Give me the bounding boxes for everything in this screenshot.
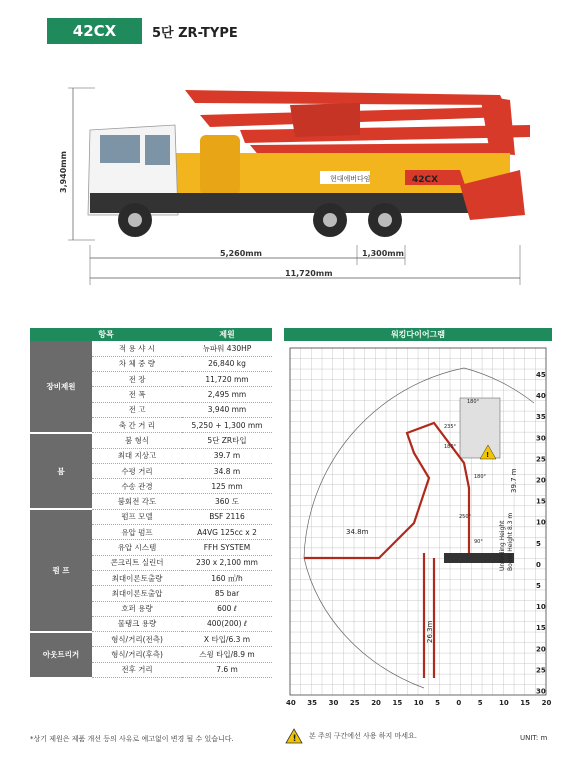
category-pump: 펌 프 bbox=[30, 509, 92, 631]
forbidden-zone bbox=[460, 398, 500, 458]
spec-value: 11,720 mm bbox=[182, 372, 272, 387]
y-tick-label: 10 bbox=[536, 603, 546, 612]
x-tick-label: 25 bbox=[349, 699, 360, 707]
spec-label: 축 간 거 리 bbox=[92, 417, 182, 432]
spec-label: 수송 관경 bbox=[92, 479, 182, 494]
x-tick-label: 20 bbox=[371, 699, 381, 707]
x-tick-label: 30 bbox=[328, 699, 339, 707]
spec-label: 전 고 bbox=[92, 402, 182, 417]
y-tick-label: 5 bbox=[536, 539, 541, 548]
spec-label: 형식/거리(후측) bbox=[92, 647, 182, 662]
spec-label: 형식/거리(전측) bbox=[92, 632, 182, 647]
spec-value: 39.7 m bbox=[182, 448, 272, 463]
spec-value: 160 ㎥/h bbox=[182, 570, 272, 585]
boom-height-label: Boom Height 8.3 m bbox=[507, 512, 514, 571]
svg-text:!: ! bbox=[486, 451, 490, 459]
total-length-label: 11,720mm bbox=[285, 269, 333, 278]
horizontal-label: 34.8m bbox=[346, 528, 369, 536]
spec-value: 230 x 2,100 mm bbox=[182, 555, 272, 570]
warning-text: 본 주의 구간에선 사용 하지 마세요. bbox=[309, 732, 418, 740]
x-tick-label: 0 bbox=[456, 699, 462, 707]
spec-label: 적 용 샤 시 bbox=[92, 341, 182, 356]
svg-text:!: ! bbox=[292, 734, 297, 744]
category-equipment: 장비제원 bbox=[30, 341, 92, 433]
truck-height-label: 3,940mm bbox=[59, 151, 68, 193]
body-label: 42CX bbox=[412, 175, 439, 185]
spec-value: 34.8 m bbox=[182, 463, 272, 478]
spec-label: 수평 거리 bbox=[92, 463, 182, 478]
spec-label: 최대 지상고 bbox=[92, 448, 182, 463]
unit-label: UNIT: m bbox=[520, 734, 548, 742]
model-badge: 42CX bbox=[47, 18, 142, 44]
y-tick-label: 10 bbox=[536, 518, 546, 527]
x-tick-label: 40 bbox=[286, 699, 296, 707]
wheelbase-front-label: 5,260mm bbox=[220, 249, 262, 258]
table-row bbox=[30, 509, 272, 524]
spec-value: 5단 ZR타입 bbox=[182, 433, 272, 448]
spec-value: 3,940 mm bbox=[182, 402, 272, 417]
x-tick-label: 15 bbox=[392, 699, 403, 707]
spec-value: 400(200) ℓ bbox=[182, 616, 272, 631]
x-tick-label: 10 bbox=[499, 699, 509, 707]
x-tick-label: 15 bbox=[520, 699, 531, 707]
spec-value: 125 mm bbox=[182, 479, 272, 494]
y-tick-label: 20 bbox=[536, 645, 546, 654]
brand-label: 현대에버다임 bbox=[330, 175, 371, 183]
spec-value: 7.6 m bbox=[182, 662, 272, 677]
spec-label: 전 장 bbox=[92, 372, 182, 387]
category-boom: 붐 bbox=[30, 433, 92, 509]
spec-label: 최대이론토출압 bbox=[92, 586, 182, 601]
x-tick-label: 10 bbox=[413, 699, 424, 707]
spec-label: 전후 거리 bbox=[92, 662, 182, 677]
y-tick-label: 30 bbox=[536, 687, 546, 696]
y-tick-label: 40 bbox=[536, 392, 546, 401]
spec-value: 뉴파워 430HP bbox=[182, 341, 272, 356]
y-tick-label: 35 bbox=[536, 413, 546, 422]
spec-label: 콘크리트 실린더 bbox=[92, 555, 182, 570]
angle-label: 180° bbox=[467, 399, 480, 405]
spec-label: 호퍼 용량 bbox=[92, 601, 182, 616]
y-tick-label: 30 bbox=[536, 434, 546, 443]
diagram-title: 워킹다이어그램 bbox=[284, 328, 552, 341]
angle-label: 250° bbox=[459, 514, 472, 520]
spec-value: X 타입/6.3 m bbox=[182, 632, 272, 647]
angle-label: 180° bbox=[474, 474, 487, 480]
warning-icon bbox=[285, 728, 303, 744]
spec-label: 차 체 중 량 bbox=[92, 356, 182, 371]
y-tick-label: 15 bbox=[536, 624, 546, 633]
spec-label: 최대이론토출량 bbox=[92, 570, 182, 585]
vertical-label: 39.7 m bbox=[510, 468, 518, 493]
y-tick-label: 0 bbox=[536, 560, 541, 569]
spec-value: 360 도 bbox=[182, 494, 272, 509]
table-row bbox=[30, 341, 272, 356]
table-row bbox=[30, 632, 272, 647]
spec-value: BSF 2116 bbox=[182, 509, 272, 524]
y-tick-label: 45 bbox=[536, 371, 546, 379]
model-type: 5단 ZR-TYPE bbox=[152, 26, 238, 41]
y-axis-ticks bbox=[536, 371, 546, 696]
spec-header-value: 제원 bbox=[182, 328, 272, 341]
footnote: *상기 제원은 제품 개선 등의 사유로 예고없이 변경 될 수 있습니다. bbox=[30, 735, 234, 743]
spec-label: 전 폭 bbox=[92, 387, 182, 402]
unfolding-label: Unfolding Height bbox=[499, 520, 506, 571]
y-tick-label: 5 bbox=[536, 582, 541, 590]
spec-value: 2,495 mm bbox=[182, 387, 272, 402]
spec-value: 600 ℓ bbox=[182, 601, 272, 616]
x-tick-label: 5 bbox=[435, 699, 440, 707]
y-tick-label: 25 bbox=[536, 455, 546, 464]
truck-illustration bbox=[60, 75, 540, 290]
x-axis-ticks bbox=[286, 699, 551, 707]
x-tick-label: 20 bbox=[541, 699, 552, 707]
boom-path bbox=[304, 423, 469, 678]
angle-label: 90° bbox=[474, 539, 483, 545]
spec-label: 펌프 모델 bbox=[92, 509, 182, 524]
spec-value: 85 bar bbox=[182, 586, 272, 601]
y-tick-label: 25 bbox=[536, 666, 546, 675]
y-tick-label: 20 bbox=[536, 476, 546, 485]
wheelbase-rear-label: 1,300mm bbox=[362, 249, 404, 258]
warning-note bbox=[285, 728, 417, 744]
spec-value: 5,250 + 1,300 mm bbox=[182, 417, 272, 432]
spec-table bbox=[30, 328, 272, 679]
spec-value: 26,840 kg bbox=[182, 356, 272, 371]
spec-label: 유압 시스템 bbox=[92, 540, 182, 555]
category-outrigger: 아웃트리거 bbox=[30, 632, 92, 678]
angle-label: 180° bbox=[444, 444, 457, 450]
depth-label: 26.3m bbox=[426, 620, 434, 643]
spec-label: 유압 펌프 bbox=[92, 525, 182, 540]
angle-label: 235° bbox=[444, 424, 457, 430]
x-tick-label: 5 bbox=[477, 699, 483, 707]
y-tick-label: 15 bbox=[536, 497, 546, 506]
spec-value: FFH SYSTEM bbox=[182, 540, 272, 555]
spec-header-item: 항목 bbox=[30, 328, 182, 341]
table-row bbox=[30, 433, 272, 448]
spec-label: 붐회전 각도 bbox=[92, 494, 182, 509]
x-tick-label: 35 bbox=[307, 699, 318, 707]
spec-value: 스윙 타입/8.9 m bbox=[182, 647, 272, 662]
spec-value: A4VG 125cc x 2 bbox=[182, 525, 272, 540]
spec-label: 붐 형식 bbox=[92, 433, 182, 448]
spec-label: 물탱크 용량 bbox=[92, 616, 182, 631]
working-diagram bbox=[284, 343, 554, 708]
